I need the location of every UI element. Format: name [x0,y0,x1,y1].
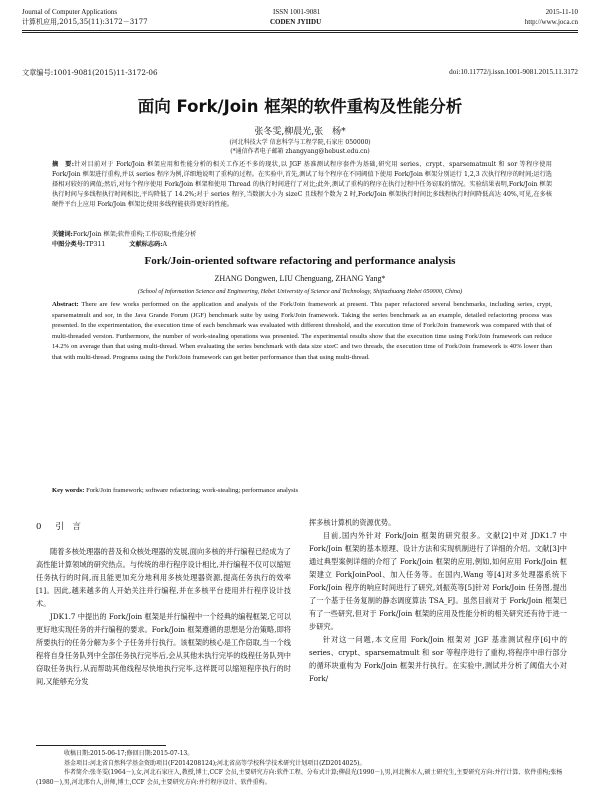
keywords-en-text: Fork/Join framework; software refactoring; work-stealing; performance analysis [86,487,299,494]
abstract-en-label: Abstract: [52,301,79,308]
paragraph: 针对这一问题,本文应用 Fork/Join 框架对 JGF 基准测试程序[6]中的 series、crypt、sparsematmult 和 sor 等程序进行了重构,将程序中串行部分的循环块重构为 Fork/Join 框架并行执行。在实验中,测试并分析了阈值大小对 Fork/ [309,635,567,683]
doi: doi:10.11772/j.issn.1001-9081.2015.11.3172 [449,68,578,76]
authors-cn: 张冬雯,柳晨光,张 杨* [254,127,346,137]
abstract-en [52,300,552,480]
keywords-cn [52,230,552,240]
doc-code-label: 文献标志码: [129,241,163,248]
keywords-cn-label: 关键词: [52,231,73,238]
issue-date: 2015-11-10 [545,8,578,16]
keywords-en [52,486,552,497]
keywords-cn-text: Fork/Join 框架;软件重构;工作窃取;性能分析 [72,231,197,238]
paragraph: 随着多核处理器的普及和众核处理器的发展,面向多核的并行编程已经成为了高性能计算领域的研究热点。与传统的串行程序设计相比,并行编程不仅可以缩短任务执行的时间,而且能更加充分地利用多核处理器资源,提高任务执行的效率[1]。因此,越来越多的人开始关注并行编程,并在多核平台使用并行程序设计技术。 [36,547,291,608]
authors-en: ZHANG Dongwen, LIU Chenguang, ZHANG Yang* [214,274,386,283]
journal-name-en: Journal of Computer Applications [22,8,118,16]
coden: CODEN JYIIDU [270,18,322,26]
abstract-cn-label: 摘 要: [52,161,74,168]
article-number: 文章编号:1001-9081(2015)11-3172-06 [22,68,158,77]
abstract-en-text: There are few works performed on the application and analysis of the Fork/Join framework at present. This paper refactored several benchmarks, including series, crypt, sparsematmult and sor, in the Java Grande Forum (JGF) benchmark suite by using Fork/Join framework. Taking the series benchmark as an example, detailed refactoring process was presented. In the experimentation, the execution time of each benchmark was evaluated with different threshold, and the execution time of Fork/Join framework was compared with that of multi-threaded version. Furthermore, the number of work-stealing operations was presented. The experimental results show that the execution time using Fork/Join framework can reduce 14.2% on average than that using multi-thread. When evaluating the series benchmark with data size sizeC and two threads, the execution time of Fork/Join framework is 40% lower than that with multi-thread. Programs using the Fork/Join framework can get better performance than that using multi-thread. [52,301,552,361]
classification-cn [52,240,552,250]
doc-code-value: A [162,241,167,248]
email-cn: (*通信作者电子邮箱 zhangyang@hebust.edu.cn) [230,148,370,155]
journal-url: http://www.joca.cn [524,18,578,26]
title-cn: 面向 Fork/Join 框架的软件重构及性能分析 [137,97,463,116]
issn: ISSN 1001-9081 [273,8,321,16]
header-rule [22,30,578,31]
abstract-cn [52,160,552,230]
section-title: 引 言 [55,522,81,532]
section-number: 0 [36,522,42,532]
affiliation-cn: (河北科技大学 信息科学与工程学院,石家庄 050000) [229,139,371,146]
paragraph: 挥多核计算机的资源优势。 [309,518,396,527]
footnote-received: 收稿日期:2015-06-17;修回日期:2015-07-13。 [64,750,194,757]
journal-name-cn: 计算机应用,2015,35(11):3172－3177 [22,18,148,26]
footnote-rule [36,745,166,746]
right-column [309,516,567,742]
paragraph: 目前,国内外针对 Fork/Join 框架的研究很多。文献[2]中对 JDK1.7 中 Fork/Join 框架的基本原理、设计方法和实现机制进行了详细的介绍。文献[3]中通过典型案例详细的介绍了 Fork/Join 框架的应用,例如,如何应用 Fork/Join 框架建立 ForkJoinPool、加入任务等。在国内,Wang 等[4]对多处理器系统下 Fork/Join 程序的响应时间进行了研究,刘振英等[5]针对 Fork/Join 任务图,提出了一个基于任务复制的静态调度算法 TSA_FJ。虽然目前对于 Fork/Join 框架已有了一些研究,但对于 Fork/Join 框架的应用及性能分析的相关研究还有待于进一步研究。 [309,531,567,631]
footnotes [36,749,568,801]
title-en: Fork/Join-oriented software refactoring and performance analysis [144,255,456,267]
footnote-authors: 作者简介:张冬雯(1964－),女,河北石家庄人,教授,博士,CCF 会员,主要研究方向:软件工程、分布式计算;柳晨光(1990－),男,河北衡水人,硕士研究生,主要研究方向:并行计算、软件重构;张杨(1980－),男,河北邢台人,讲师,博士,CCF 会员,主要研究方向:并行程序设计、软件重构。 [36,769,563,786]
left-column [36,545,291,742]
header-rule-2 [22,32,578,33]
paragraph: JDK1.7 中提出的 Fork/Join 框架是并行编程中一个经典的编程框架,它可以更好地实现任务的并行编程的要求。Fork/Join 框架遵循的思想是分治策略,即将所要执行的任务分解为多个子任务并行执行。该框架的核心是工作窃取,当一个线程将自身任务队列中全部任务执行完毕后,会从其他未执行完毕的线程任务队列中窃取任务执行,从而帮助其他线程尽快地执行完毕,这样既可以缩短程序执行的时间,又能够充分发 [36,612,291,686]
affiliation-en: (School of Information Science and Engineering, Hebei University of Science and Technology, Shijiazhuang Hebei 050000, China) [137,288,463,295]
clc-value: TP311 [85,241,106,248]
clc-label: 中图分类号: [52,241,86,248]
keywords-en-label: Key words: [52,487,85,494]
section-heading [36,520,81,532]
footnote-funding: 基金项目:河北省自然科学基金资助项目(F2014208124);河北省高等学校科学技术研究计划项目(ZD2014025)。 [64,759,366,767]
abstract-cn-text: 针对目前对于 Fork/Join 框架应用和性能分析的相关工作还不多的现状,以 JGF 基准测试程序套件为基础,研究用 series、crypt、sparsematmult 和 sor 等程序使用 Fork/Join 框架进行重构,并以 series 程序为例,详细地说明了重构的过程。在实验中,首先,测试了每个程序在不同阈值下使用 Fork/Join 框架分别运行 1,2,3 次执行程序的时间;运行选择相对较好的阈值;然后,对每个程序使用 Fork/Join 框架和使用 Thread 的执行时间进行了对比;此外,测试了重构的程序在执行过程中任务窃取的情况。实验结果表明,Fork/Join 框架执行时间与多线程执行时间相比,平均降低了 14.2%;对于 series 程序,当数据大小为 sizeC 且线程个数为 2 时,Fork/Join 框架执行时间比多线程执行时间降低高达 40%,可见,在多核硬件平台上应用 Fork/Join 框架比使用多线程能获得更好的性能。 [52,161,552,208]
